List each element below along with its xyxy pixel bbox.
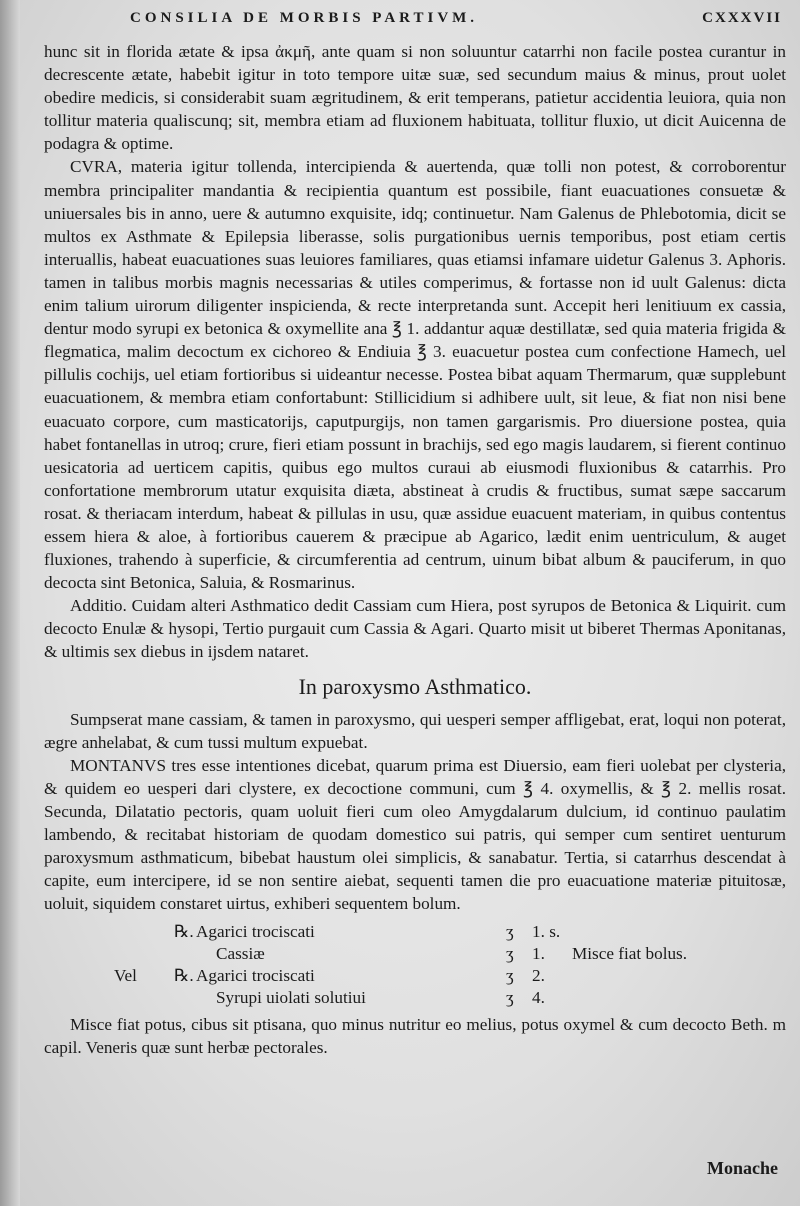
recipe-amount: 4. <box>532 988 545 1008</box>
recipe-amount: 1. <box>532 944 545 964</box>
recipe-row <box>114 921 687 943</box>
recipe-symbol <box>174 943 196 965</box>
running-title: CONSILIA DE MORBIS PARTIVM. <box>130 10 479 26</box>
recipe-unit: ʒ <box>506 922 514 942</box>
recipe-prefix <box>114 943 174 965</box>
catchword: Monache <box>707 1158 778 1178</box>
recipe-unit: ʒ <box>506 944 514 964</box>
recipe-note <box>572 965 687 987</box>
main-text <box>44 40 786 1060</box>
recipe-prefix <box>114 987 174 1009</box>
recipe-ingredient: Syrupi uiolati solutiui <box>216 988 366 1008</box>
recipe-prefix <box>114 921 174 943</box>
recipe-unit: ʒ <box>506 966 514 986</box>
recipe-note <box>572 921 687 943</box>
recipe-symbol: ℞. <box>174 922 194 942</box>
recipe-ingredient: Agarici trociscati <box>196 966 315 986</box>
paragraph: hunc sit in florida ætate & ipsa ἀκμῆ, ante quam si non soluuntur catarrhi non facile postea curantur in decrescente ætate, habebit igitur in toto tempore uitæ suæ, sed secundum maius & minus, prout uolet obedire medicis, si considerabit suam ægritudinem, & erit temperans, patietur accidentia leuiora, quia non tollitur materia qualiscunq; sit, membra etiam ad fluxionem habituata, tollitur fluxio, ut dicit Auicenna de podagra & optime. <box>44 42 786 154</box>
paragraph-cura: CVRA, materia igitur tollenda, intercipienda & auertenda, quæ tolli non potest, & corroborentur membra principaliter mandantia & recipientia quantum est possibile, fiant euacuationes consuetæ & uniuersales bis in anno, uere & autumno exquisite, idq; continuetur. Nam Galenus de Phlebotomia, dicit se multos ex Asthmate & Epilepsia liberasse, solis purgationibus uernis temporibus, post etiam certis interuallis, habeat euacuationes suas leuiores familiares, quas etiamsi infamare uidetur Galenus 3. Aphoris. tamen in talibus morbis magnis necessarias & utiles comperimus, & fortasse non id uult Galenus: dicta enim talium uirorum diligenter inspicienda, & recte interpretanda sunt. Accepit heri lenitiuum ex cassia, dentur modo syrupi ex betonica & oxymellite ana ℥ 1. addantur aquæ destillatæ, sed quia materia frigida & flegmatica, malim decoctum ex cichoreo & Endiuia ℥ 3. euacuetur postea cum confectione Hamech, uel pillulis cochijs, uel etiam fortioribus si uideantur necesse. Postea bibat aquam Thermarum, quæ supplebunt euacuationem, & membra etiam confortabunt: Stillicidium si adhibere uult, sit leue, & fiat non nisi bene euacuato corpore, cum masticatorijs, caputpurgijs, non tamen gargarismis. Pro diuersione postea, quia habet fontanellas in utroq; crure, fieri etiam possunt in brachijs, sed ego magis laudarem, si fierent continuo uesicatoria ad uerticem capitis, quibus ego multos curaui ab eiusmodi fluxionibus & catarrhis. Pro confortatione membrorum utatur exquisita diæta, abstineat à crudis & fructibus, sumat sæpe saccarum rosat. & theriacam interdum, habeat & pillulas in usu, quæ assidue euacuent materiam, in quibus contentus essem hiera & aloe, à fortioribus cauerem & præcipue ab Agarico, lædit enim uentriculum, & auget fluxiones, trahendo à superficie, & circumferentia ad centrum, uinum bibat album & pauciferum, in quo decocta sint Betonica, Saluia, & Rosmarinus. <box>44 157 786 593</box>
recipe-note <box>572 987 687 1009</box>
recipe-unit: ʒ <box>506 988 514 1008</box>
recipe-table <box>114 921 687 1009</box>
recipe-symbol <box>174 987 196 1009</box>
paragraph-additio: Additio. Cuidam alteri Asthmatico dedit Cassiam cum Hiera, post syrupos de Betonica & Liquirit. cum decocto Enulæ & hysopi, Tertio purgauit cum Cassia & Agari. Quarto misit ut biberet Thermas Aponitanas, & ultimis sex diebus in ijsdem nataret. <box>44 596 786 662</box>
folio-number: CXXXVII <box>702 10 782 26</box>
recipe-row <box>114 987 687 1009</box>
recipe-amount: 2. <box>532 966 545 986</box>
page-binding-shadow <box>0 0 20 1206</box>
section-heading: In paroxysmo Asthmatico. <box>298 673 532 699</box>
closing-paragraph: Misce fiat potus, cibus sit ptisana, quo minus nutritur eo melius, potus oxymel & cum decocto Beth. m capil. Veneris quæ sunt herbæ pectorales. <box>44 1015 786 1058</box>
recipe-row <box>114 965 687 987</box>
recipe-row <box>114 943 687 965</box>
recipe-ingredient: Cassiæ <box>216 944 265 964</box>
recipe-note: Misce fiat bolus. <box>572 944 688 964</box>
recipe-amount: 1. s. <box>532 922 561 942</box>
paragraph-montanus: MONTANVS tres esse intentiones dicebat, quarum prima est Diuersio, eam fieri uolebat per clysteria, & quidem eo uesperi dari clystere, ex decoctione communi, cum ℥ 4. oxymellis, & ℥ 2. mellis rosat. Secunda, Dilatatio pectoris, quam uoluit fieri cum oleo Amygdalarum dulcium, id continuo paulatim lambendo, & recitabat historiam de quodam domestico sui patris, qui semper cum sentiret uenturum paroxysmum asthmaticum, bibebat haustum olei simplicis, & sanabatur. Tertia, si catarrhus descendat à capite, eum intercipere, id se non sentire aiebat, sequenti tamen die pro euacuatione materiæ pituitosæ, uoluit, siquidem constaret uirtus, exhiberi sequentem bolum. <box>44 755 786 914</box>
recipe-symbol: ℞. <box>174 966 194 986</box>
recipe-ingredient: Agarici trociscati <box>196 922 315 942</box>
paragraph: Sumpserat mane cassiam, & tamen in paroxysmo, qui uesperi semper affligebat, erat, loqui non poterat, ægre anhelabat, & cum tussi multum expuebat. <box>44 709 786 752</box>
page-header <box>130 4 782 34</box>
recipe-prefix: Vel <box>114 966 137 986</box>
